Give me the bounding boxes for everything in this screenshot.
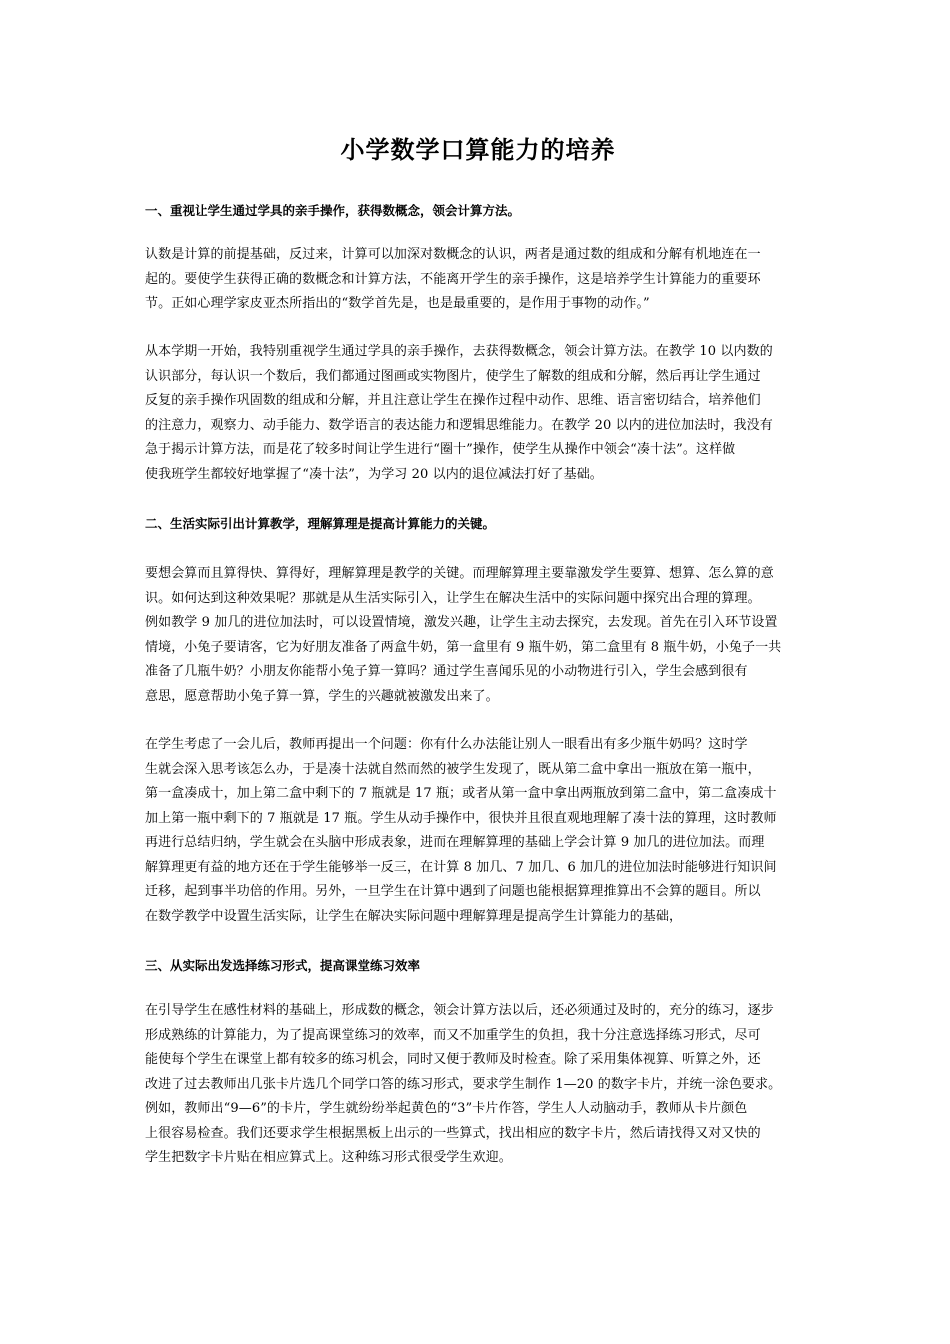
text-line: 上很容易检查。我们还要求学生根据黑板上出示的一些算式，找出相应的数字卡片，然后请找得又对又快的 [145, 1125, 761, 1141]
text-line: 认数是计算的前提基础，反过来，计算可以加深对数概念的认识，两者是通过数的组成和分解有机地连在一 [145, 247, 761, 262]
section-1-paragraph-1 [145, 243, 811, 317]
text-line: 例如，教师出“9—6”的卡片，学生就纷纷举起黄色的“3”卡片作答，学生人人动脑动手，教师从卡片颜色 [145, 1101, 748, 1116]
text-line: 情境，小兔子要请客，它为好朋友准备了两盒牛奶，第一盒里有 9 瓶牛奶，第二盒里有 8 瓶牛奶，小兔子一共 [145, 639, 782, 655]
text-line: 形成熟练的计算能力，为了提高课堂练习的效率，而又不加重学生的负担，我十分注意选择练习形式，尽可 [145, 1027, 761, 1043]
section-3-heading: 三、从实际出发选择练习形式，提高课堂练习效率 [145, 958, 421, 973]
text-line: 能使每个学生在课堂上都有较多的练习机会，同时又便于教师及时检查。除了采用集体视算、听算之外，还 [145, 1052, 761, 1067]
section-2-paragraph-2 [145, 733, 811, 929]
text-line: 加上第一瓶中剩下的 7 瓶就是 17 瓶。学生从动手操作中，很快并且很直观地理解了凑十法的算理，这时教师 [145, 810, 777, 826]
text-line: 迁移，起到事半功倍的作用。另外，一旦学生在计算中遇到了问题也能根据算理推算出不会算的题目。所以 [145, 884, 761, 899]
text-line: 再进行总结归纳，学生就会在头脑中形成表象，进而在理解算理的基础上学会计算 9 加几的进位加法。而理 [145, 835, 765, 850]
text-line: 意思，愿意帮助小兔子算一算，学生的兴趣就被激发出来了。 [145, 688, 499, 704]
text-line: 学生把数字卡片贴在相应算式上。这种练习形式很受学生欢迎。 [145, 1150, 512, 1165]
text-line: 在引导学生在感性材料的基础上，形成数的概念，领会计算方法以后，还必须通过及时的，充分的练习，逐步 [145, 1003, 774, 1018]
section-3-paragraph-1 [145, 999, 811, 1171]
text-line: 急于揭示计算方法，而是花了较多时间让学生进行“圈十”操作，使学生从操作中领会“凑十法”。这样做 [145, 442, 736, 457]
section-1-heading: 一、重视让学生通过学具的亲手操作，获得数概念，领会计算方法。 [145, 203, 521, 218]
text-line: 认识部分，每认识一个数后，我们都通过图画或实物图片，使学生了解数的组成和分解，然后再让学生通过 [145, 368, 761, 384]
text-line: 反复的亲手操作巩固数的组成和分解，并且注意让学生在操作过程中动作、思维、语言密切结合，培养他们 [145, 393, 761, 408]
text-line: 从本学期一开始，我特别重视学生通过学具的亲手操作，去获得数概念，领会计算方法。在教学 10 以内数的 [145, 344, 773, 359]
text-line: 识。如何达到这种效果呢？那就是从生活实际引入，让学生在解决生活中的实际问题中探究出合理的算理。 [145, 590, 761, 606]
text-line: 准备了几瓶牛奶？小朋友你能帮小兔子算一算吗？通过学生喜闻乐见的小动物进行引入，学生会感到很有 [145, 664, 748, 679]
text-line: 节。正如心理学家皮亚杰所指出的“数学首先是，也是最重要的，是作用于事物的动作。” [145, 296, 650, 311]
text-line: 的注意力，观察力、动手能力、数学语言的表达能力和逻辑思维能力。在教学 20 以内的进位加法时，我没有 [145, 417, 773, 433]
document-title: 小学数学口算能力的培养 [340, 136, 616, 164]
section-1-paragraph-2 [145, 340, 811, 487]
text-line: 改进了过去教师出几张卡片选几个同学口答的练习形式，要求学生制作 1—20 的数字卡片，并统一涂色要求。 [145, 1076, 782, 1092]
text-line: 在学生考虑了一会儿后，教师再提出一个问题：你有什么办法能让别人一眼看出有多少瓶牛奶吗？这时学 [145, 737, 748, 752]
text-line: 使我班学生都较好地掌握了“凑十法”，为学习 20 以内的退位减法打好了基础。 [145, 466, 603, 482]
text-line: 生就会深入思考该怎么办，于是凑十法就自然而然的被学生发现了，既从第二盒中拿出一瓶放在第一瓶中， [145, 761, 761, 777]
section-2-heading: 二、生活实际引出计算教学，理解算理是提高计算能力的关键。 [145, 516, 496, 531]
text-line: 第一盒凑成十，加上第二盒中剩下的 7 瓶就是 17 瓶；或者从第一盒中拿出两瓶放到第二盒中，第二盒凑成十 [145, 786, 777, 801]
text-line: 例如教学 9 加几的进位加法时，可以设置情境，激发兴趣，让学生主动去探究，去发现。首先在引入环节设置 [145, 615, 778, 630]
text-line: 要想会算而且算得快、算得好，理解算理是教学的关键。而理解算理主要靠激发学生要算、想算、怎么算的意 [145, 566, 774, 581]
section-2-paragraph-1 [145, 562, 811, 709]
text-line: 起的。要使学生获得正确的数概念和计算方法，不能离开学生的亲手操作，这是培养学生计算能力的重要环 [145, 271, 761, 287]
text-line: 在数学教学中设置生活实际，让学生在解决实际问题中理解算理是提高学生计算能力的基础， [145, 908, 683, 924]
text-line: 解算理更有益的地方还在于学生能够举一反三，在计算 8 加几、7 加几、6 加几的进位加法时能够进行知识间 [145, 859, 777, 875]
